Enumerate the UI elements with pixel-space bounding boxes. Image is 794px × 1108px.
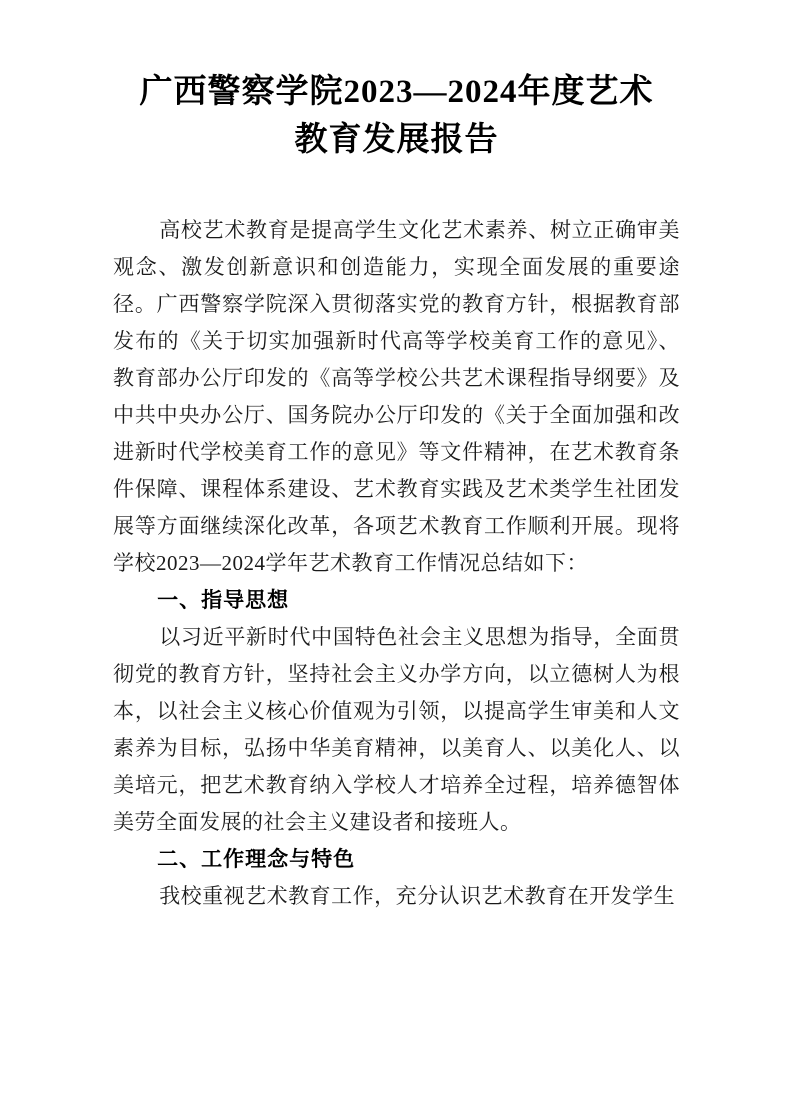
- intro-paragraph: 高校艺术教育是提高学生文化艺术素养、树立正确审美观念、激发创新意识和创造能力，实现全面发展的重要途径。广西警察学院深入贯彻落实党的教育方针，根据教育部发布的《关于切实加强新时代高等学校美育工作的意见》、教育部办公厅印发的《高等学校公共艺术课程指导纲要》及中共中央办公厅、国务院办公厅印发的《关于全面加强和改进新时代学校美育工作的意见》等文件精神，在艺术教育条件保障、课程体系建设、艺术教育实践及艺术类学生社团发展等方面继续深化改革，各项艺术教育工作顺利开展。现将学校2023—2024学年艺术教育工作情况总结如下：: [113, 218, 680, 575]
- document-title-line-2: 教育发展报告: [294, 122, 499, 158]
- section-1-paragraph: 以习近平新时代中国特色社会主义思想为指导，全面贯彻党的教育方针，坚持社会主义办学方向，以立德树人为根本，以社会主义核心价值观为引领，以提高学生审美和人文素养为目标，弘扬中华美育精神，以美育人、以美化人、以美培元，把艺术教育纳入学校人才培养全过程，培养德智体美劳全面发展的社会主义建设者和接班人。: [113, 625, 680, 834]
- document-title-line-1: 广西警察学院2023—2024年度艺术: [139, 74, 654, 110]
- document-title: [113, 68, 680, 164]
- section-2-heading: 二、工作理念与特色: [157, 847, 356, 871]
- document-body: [113, 212, 680, 915]
- section-2-paragraph-partial: 我校重视艺术教育工作，充分认识艺术教育在开发学生: [159, 884, 676, 908]
- section-1-heading: 一、指导思想: [157, 588, 290, 612]
